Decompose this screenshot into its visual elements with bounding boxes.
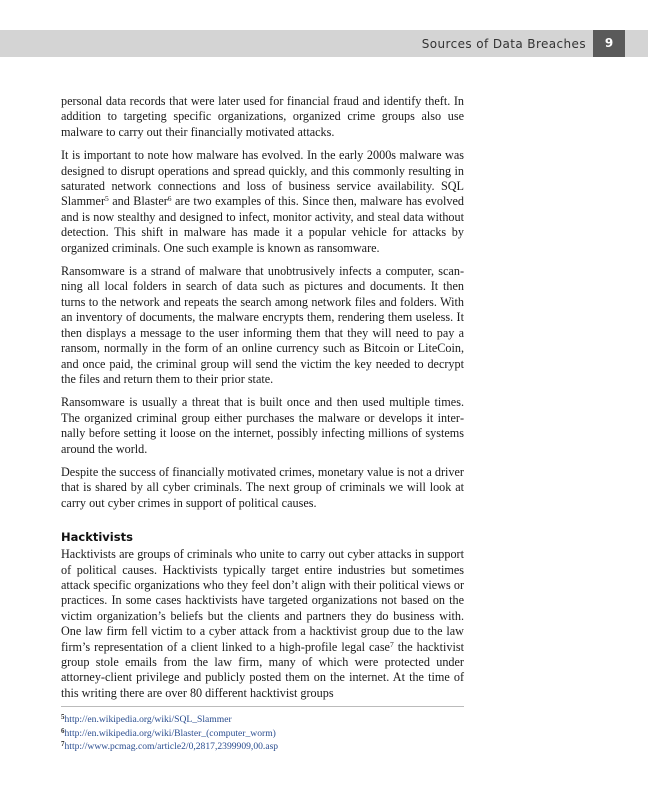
paragraph — [61, 148, 464, 256]
running-title: Sources of Data Breaches — [421, 37, 586, 51]
footnote-ref[interactable]: 6 — [167, 194, 172, 204]
paragraph: Ransomware is a strand of malware that unobtrusively infects a computer, scanning all local folders in search of data such as pictures and documents. It then turns to the network and repeats the search among network files and folders. With an inventory of documents, the malware encrypts them, rendering them useless. It then displays a message to the user informing them that they will need to pay a ransom, normally in the form of an online currency such as Bitcoin or LiteCoin, and once paid, the criminal group will send the victim the key needed to decrypt the files and return them to their prior state. — [61, 264, 464, 386]
footnote-number: 5 — [61, 713, 65, 721]
page-number: 9 — [593, 30, 625, 57]
paragraph-text: Hacktivists are groups of criminals who unite to carry out cyber attacks in support of political causes. Hacktivists typically target entire industries but sometimes attack specific organizations who they feel don’t align with their political views or practices. In some cases hacktivists have targeted organizations not based on the victim organization’s beliefs but the clients and partners they do business with. One law firm fell victim to a cyber attack from a hacktivist group due to the law firm’s representation of a client linked to a high-profile legal case — [61, 547, 464, 654]
footnote-link[interactable]: http://www.pcmag.com/article2/0,2817,2399909,00.asp — [64, 741, 279, 752]
footnote — [61, 713, 464, 727]
footnote-link[interactable]: http://en.wikipedia.org/wiki/Blaster_(computer_worm) — [64, 727, 276, 739]
paragraph-text: are two examples of this. Since then, malware has evolved and is now stealthy and designed to infect, monitor activity, and steal data without detection. This shift in malware has made it a popular vehicle for attacks by organized criminals. One such example is known as ransomware. — [61, 194, 464, 255]
paragraph — [61, 547, 464, 701]
body-text — [61, 94, 464, 709]
paragraph: Ransomware is usually a threat that is built once and then used multiple times. The organized criminal group either purchases the malware or develops it internally before setting it loose on the internet, possibly infecting millions of systems around the world. — [61, 395, 464, 456]
paragraph-text: the hacktivist group stole emails from the law firm, many of which were protected under attorney-client privilege and publicly posted them on the internet. At the time of this writing there are over 80 different hacktivist groups — [61, 639, 464, 700]
paragraph: Despite the success of financially motivated crimes, monetary value is not a driver that is shared by all cyber criminals. The next group of criminals we will look at carry out cyber crimes in support of political causes. — [61, 464, 464, 510]
footnote — [61, 727, 464, 741]
footnote — [61, 740, 464, 754]
footnote-divider — [61, 706, 464, 707]
section-heading: Hacktivists — [61, 530, 133, 545]
footnote-ref[interactable]: 7 — [389, 639, 394, 649]
footnote-link[interactable]: http://en.wikipedia.org/wiki/SQL_Slammer — [64, 714, 232, 725]
paragraph-text: and Blaster — [108, 194, 168, 209]
footnote-number: 6 — [61, 726, 65, 735]
footnote-number: 7 — [61, 740, 65, 748]
paragraph: personal data records that were later used for financial fraud and identify theft. In addition to targeting specific organizations, organized crime groups also use malware to carry out their financially motivated attacks. — [61, 94, 464, 139]
paragraph-text: It is important to note how malware has evolved. In the early 2000s malware was designed to disrupt operations and spread quickly, and this commonly resulting in saturated network connections and loss of business service availability. SQL Slammer — [61, 148, 464, 209]
footnotes — [61, 713, 464, 754]
footnote-ref[interactable]: 5 — [105, 194, 109, 204]
